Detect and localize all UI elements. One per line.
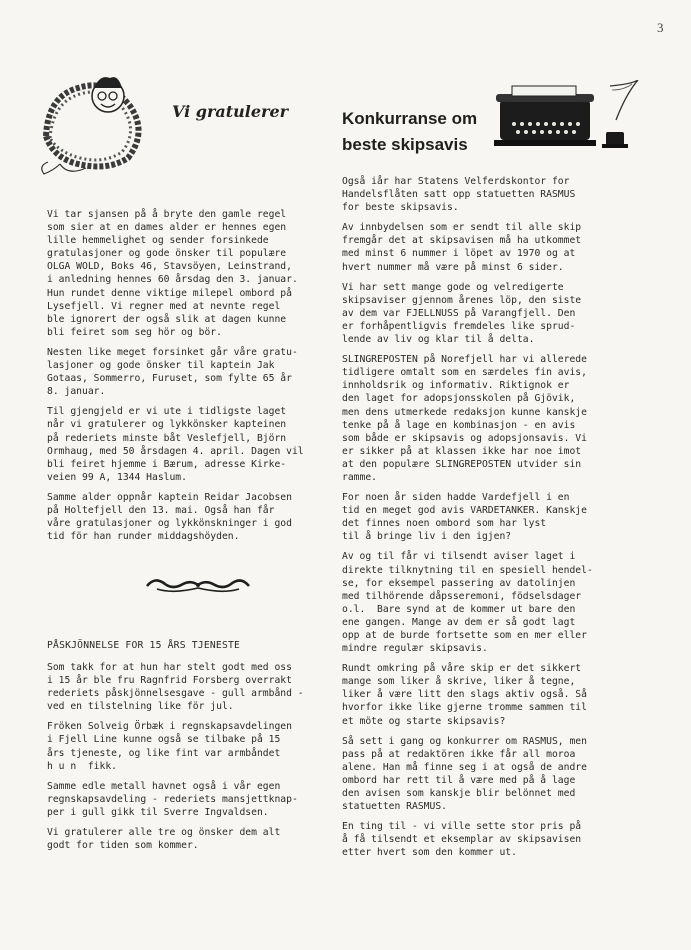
paaskjonnelse-paragraph: Vi gratulerer alle tre og önsker dem alt godt for tiden som kommer. — [47, 827, 281, 852]
konkurranse-paragraph: En ting til - vi ville sette stor pris på å få tilsendt et eksemplar av skipsavisen etter hvert som den kommer ut. — [342, 821, 582, 859]
paaskjonnelse-paragraph: Samme edle metall havnet også i vår egen regnskapsavdeling - rederiets mansjettknap- per i gull gikk til Sverre Ingvaldsen. — [47, 780, 298, 818]
konkurranse-paragraph: For noen år siden hadde Vardefjell i en tid en meget god avis VARDETANKER. Kanskje det finnes noen ombord som har lyst til å bringe liv i den igjen? — [342, 492, 587, 543]
konkurranse-paragraph: Så sett i gang og konkurrer om RASMUS, men pass på at redaktören ikke får all moroa alene. Han må finne seg i at også de andre ombord har rett til å være med på å lage den avisen som kanskje blir belönnet med statuetten RASMUS. — [342, 735, 587, 813]
konkurranse-paragraph: Vi har sett mange gode og velredigerte skipsaviser gjennom årenes löp, den siste av dem var FJELLNUSS på Varangfjell. Den er forhåpentligvis fremdeles like sprud- lende av liv og klar til å delta. — [342, 281, 582, 346]
cartoon-wreath-illustration — [38, 66, 168, 176]
typewriter-illustration — [492, 80, 642, 152]
konkurranse-title-line2: beste skipsavis — [342, 135, 468, 154]
gratulerer-paragraph: Nesten like meget forsinket går våre gratu- lasjoner og gode önsker til kaptein Jak Gotaas, Sommerro, Furuset, som fylte 65 år 8. januar. — [47, 346, 298, 398]
konkurranse-paragraph: Også iår har Statens Velferdskontor for Handelsflåten satt opp statuetten RASMUS for beste skipsavis. — [342, 176, 576, 214]
gratulerer-paragraph: Vi tar sjansen på å bryte den gamle regel som sier at en dames alder er hennes egen lille hemmelighet og sender forsinkede gratulasjoner og gode önsker til populære OLGA WOLD, Boks 46, Stavsöyen, Leinstrand, i anledning hennes 60 årsdag den 3. januar. Hun rundet denne viktige milepel ombord på Lysefjell. Vi regner med at nevnte regel ble ignorert der også slik at dagen kunne bli feiret som seg hör og bör. — [47, 209, 298, 338]
konkurranse-article — [342, 175, 662, 867]
paaskjonnelse-paragraph: Fröken Solveig Örbæk i regnskapsavdelingen i Fjell Line kunne også se tilbake på 15 års tjeneste, og like fint var armbåndet h u n fikk. — [47, 721, 292, 772]
konkurranse-paragraph: Av og til får vi tilsendt aviser laget i direkte tilknytning til en spesiell hendel- se, for eksempel passering av datolinjen med tilhörende dåpsseremoni, födselsdager o.l. Bare synd at de kommer ut bare den ene gangen. Mange av dem er så godt lagt opp at de burde fortsette som en mer eller mindre regulær skipsavis. — [342, 551, 593, 655]
paaskjonnelse-paragraph: Som takk for at hun har stelt godt med oss i 15 år ble fru Ragnfrid Forsberg overrakt rederiets påskjönnelsesgave - gull armbånd - ved en tilstelning like för jul. — [47, 662, 304, 713]
konkurranse-paragraph: Rundt omkring på våre skip er det sikkert mange som liker å skrive, liker å tegne, liker å være litt den slags aktiv også. Så hvorfor ikke like gjerne tromme sammen til et möte og starte skipsavis? — [342, 663, 587, 727]
konkurranse-header — [342, 80, 662, 170]
ornament-divider — [143, 574, 253, 596]
gratulerer-header — [38, 66, 328, 176]
konkurranse-title-line1: Konkurranse om — [342, 109, 478, 128]
page-number: 3 — [657, 20, 664, 35]
gratulerer-article — [47, 208, 347, 550]
gratulerer-title: Vi gratulerer — [172, 102, 289, 121]
konkurranse-paragraph: SLINGREPOSTEN på Norefjell har vi allerede tidligere omtalt som en særdeles fin avis, innholdsrik og informativ. Riktignok er den laget for adopsjonsskolen på Gjövik, men dens utmerkede redaksjon kunne kanskje tenke på å lage en kombinasjon - en avis som både er skipsavis og adopsjonsavis. Vi er sikker på at klassen ikke har noe imot at den populære SLINGREPOSTEN utvider sin ramme. — [342, 354, 587, 483]
konkurranse-paragraph: Av innbydelsen som er sendt til alle skip fremgår det at skipsavisen må ha utkommet med minst 6 nummer i löpet av 1970 og at hvert nummer må være på minst 6 sider. — [342, 222, 582, 273]
gratulerer-paragraph: Til gjengjeld er vi ute i tidligste laget når vi gratulerer og lykkönsker kapteinen på rederiets minste båt Veslefjell, Björn Ormhaug, med 50 årsdagen 4. april. Dagen vil bli feiret hjemme i Bærum, adresse Kirke- veien 99 A, 1344 Haslum. — [47, 406, 304, 483]
konkurranse-title — [342, 106, 477, 158]
paaskjonnelse-heading: PÅSKJÖNNELSE FOR 15 ÅRS TJENESTE — [47, 640, 241, 651]
gratulerer-paragraph: Samme alder oppnår kaptein Reidar Jacobsen på Holtefjell den 13. mai. Også han får våre gratulasjoner og lykkönskninger i god tid för han runder middagshöyden. — [47, 491, 292, 543]
paaskjonnelse-article — [47, 661, 347, 859]
